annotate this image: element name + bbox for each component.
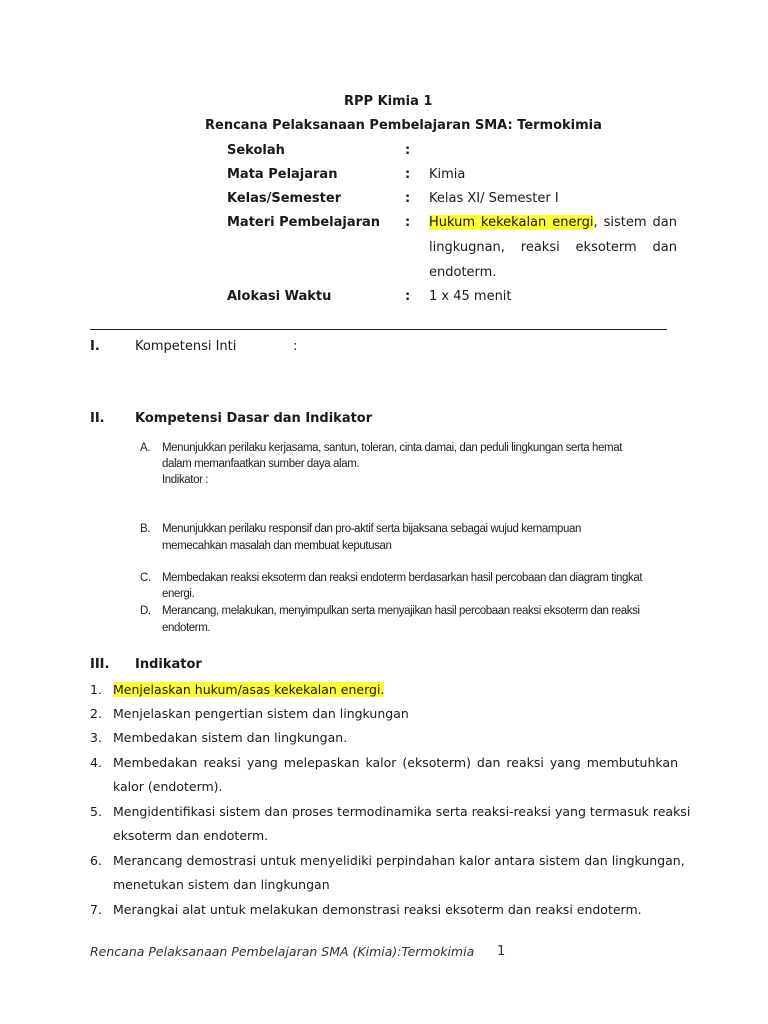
section3-number: III. (90, 657, 110, 672)
indikator-1-line1 (113, 682, 384, 697)
materi-value-line2: lingkugnan, reaksi eksoterm dan (429, 240, 677, 255)
indikator-4-line2: kalor (endoterm). (113, 779, 223, 794)
indikator-number-5: 5. (90, 804, 102, 819)
materi-highlight: Hukum kekekalan energi (429, 215, 594, 230)
sekolah-colon: : (405, 143, 411, 158)
mapel-value: Kimia (429, 167, 466, 182)
kd-letter-b: B. (140, 523, 151, 535)
section1-title: Kompetensi Inti (135, 339, 237, 354)
indikator-7-line1: Merangkai alat untuk melakukan demonstrasi reaksi eksoterm dan reaksi endoterm. (113, 902, 642, 917)
kd-letter-d: D. (140, 605, 151, 617)
mapel-label: Mata Pelajaran (227, 167, 338, 182)
materi-value-line3: endoterm. (429, 265, 497, 280)
document-subtitle: Rencana Pelaksanaan Pembelajaran SMA: Termokimia (205, 118, 602, 133)
indikator-3-line1: Membedakan sistem dan lingkungan. (113, 730, 348, 745)
materi-colon: : (405, 215, 411, 230)
section3-title: Indikator (135, 657, 202, 672)
indikator-4-line1: Membedakan reaksi yang melepaskan kalor (eksoterm) dan reaksi yang membutuhkan (113, 755, 678, 770)
indikator-number-4: 4. (90, 755, 102, 770)
section1-colon: : (293, 339, 298, 354)
kelas-colon: : (405, 191, 411, 206)
kd-c-line1: Membedakan reaksi eksoterm dan reaksi endoterm berdasarkan hasil percobaan dan diagram tingkat (162, 572, 643, 584)
indikator-number-3: 3. (90, 730, 102, 745)
kd-b-line1: Menunjukkan perilaku responsif dan pro-aktif serta bijaksana sebagai wujud kemampuan (162, 523, 581, 535)
horizontal-divider (90, 329, 667, 330)
indikator-6-line2: menetukan sistem dan lingkungan (113, 877, 330, 892)
sekolah-label: Sekolah (227, 143, 285, 158)
kd-a-line2: dalam memanfaatkan sumber daya alam. (162, 458, 360, 470)
indikator-5-line2: eksoterm dan endoterm. (113, 828, 269, 843)
indikator-6-line1: Merancang demostrasi untuk menyelidiki perpindahan kalor antara sistem dan lingkungan, (113, 853, 685, 868)
materi-label: Materi Pembelajaran (227, 215, 381, 230)
alokasi-value: 1 x 45 menit (429, 289, 512, 304)
section2-number: II. (90, 411, 105, 426)
kd-b-line2: memecahkan masalah dan membuat keputusan (162, 540, 392, 552)
kd-c-line2: energi. (162, 588, 195, 600)
kelas-value: Kelas XI/ Semester I (429, 191, 559, 206)
kd-letter-a: A. (140, 442, 151, 454)
mapel-colon: : (405, 167, 411, 182)
indikator-number-1: 1. (90, 682, 102, 697)
alokasi-colon: : (405, 289, 411, 304)
section1-number: I. (90, 339, 100, 354)
alokasi-label: Alokasi Waktu (227, 289, 332, 304)
page-number: 1 (497, 944, 506, 959)
kd-d-line2: endoterm. (162, 622, 211, 634)
kelas-label: Kelas/Semester (227, 191, 342, 206)
indikator-1-highlight: Menjelaskan hukum/asas kekekalan energi. (113, 682, 385, 697)
materi-value-line1 (429, 215, 677, 230)
indikator-number-6: 6. (90, 853, 102, 868)
indikator-5-line1: Mengidentifikasi sistem dan proses termodinamika serta reaksi-reaksi yang termasuk reaksi (113, 804, 691, 819)
kd-d-line1: Merancang, melakukan, menyimpulkan serta menyajikan hasil percobaan reaksi eksoterm dan reaksi (162, 605, 640, 617)
document-title: RPP Kimia 1 (344, 94, 433, 109)
indikator-number-2: 2. (90, 706, 102, 721)
kd-a-line1: Menunjukkan perilaku kerjasama, santun, toleran, cinta damai, dan peduli lingkungan serta hemat (162, 442, 622, 454)
kd-letter-c: C. (140, 572, 151, 584)
indikator-2-line1: Menjelaskan pengertian sistem dan lingkungan (113, 706, 409, 721)
page-footer: Rencana Pelaksanaan Pembelajaran SMA (Kimia):Termokimia (90, 944, 475, 959)
indikator-number-7: 7. (90, 902, 102, 917)
kd-a-line3: Indikator : (162, 474, 209, 486)
section2-title: Kompetensi Dasar dan Indikator (135, 411, 373, 426)
materi-line1-rest: , sistem dan (593, 215, 677, 230)
